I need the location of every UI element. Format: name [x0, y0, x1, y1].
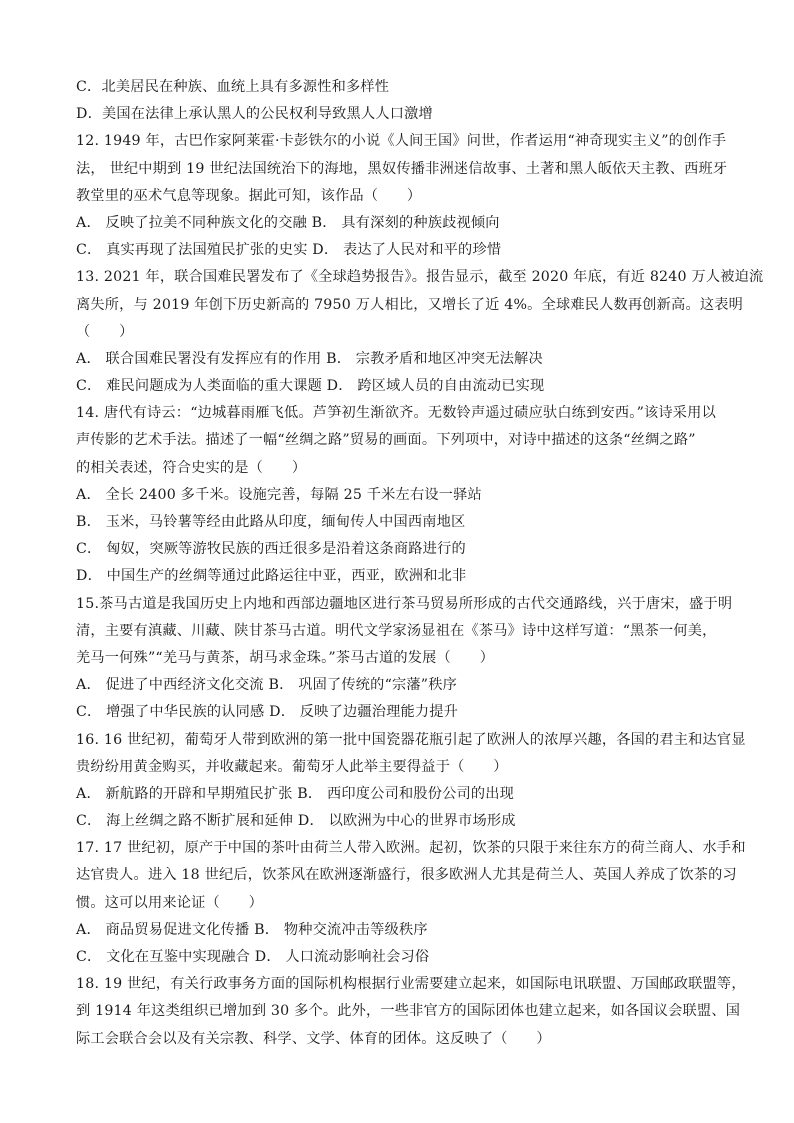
text-line: C． 文化在互鉴中实现融合 D． 人口流动影响社会习俗 [76, 949, 430, 965]
text-line: 17. 17 世纪初，原产于中国的茶叶由荷兰人带入欧洲。起初，饮茶的只限于来往东方的荷兰商人、水手和 [76, 840, 746, 857]
text-line: 惯。这可以用来论证（ ） [76, 894, 264, 911]
text-line: 18. 19 世纪，有关行政事务方面的国际机构根据行业需要建立起来，如国际电讯联盟、万国邮政联盟等， [76, 976, 746, 993]
text-line: D．美国在法律上承认黑人的公民权利导致黑人人口激增 [76, 106, 433, 123]
text-line: A． 新航路的开辟和早期殖民扩张 B． 西印度公司和股份公司的出现 [76, 785, 515, 802]
text-line: 的相关表述，符合史实的是（ ） [76, 459, 307, 476]
text-line: 法， 世纪中期到 19 世纪法国统治下的海地，黑奴传播非洲迷信故事、土著和黑人皈依天主教、西班牙 [76, 160, 728, 177]
text-line: A． 反映了拉美不同种族文化的交融 B． 具有深刻的种族歧视倾向 [76, 214, 500, 231]
text-line: A． 全长 2400 多千米。设施完善，每隔 25 千米左右设一驿站 [76, 486, 482, 503]
text-line: A． 促进了中西经济文化交流 B． 巩固了传统的“宗藩”秩序 [76, 677, 458, 694]
text-line: 教堂里的巫术气息等现象。据此可知，该作品（ ） [76, 187, 422, 204]
text-line: 清，主要有滇藏、川藏、陕甘茶马古道。明代文学家汤显祖在《茶马》诗中这样写道：“黑茶一何美， [76, 622, 717, 639]
text-line: 16. 16 世纪初，葡萄牙人带到欧洲的第一批中国瓷器花瓶引起了欧洲人的浓厚兴趣，各国的君主和达官显 [76, 731, 746, 748]
text-line: 12. 1949 年，古巴作家阿莱霍·卡彭铁尔的小说《人间王国》问世，作者运用“神奇现实主义”的创作手 [76, 133, 727, 150]
text-line: C． 难民问题成为人类面临的重大课题 D． 跨区域人员的自由流动已实现 [76, 378, 545, 395]
text-line: D． 中国生产的丝绸等通过此路运往中亚，西亚，欧洲和北非 [76, 568, 467, 585]
text-line: C． 增强了中华民族的认同感 D． 反映了边疆治理能力提升 [76, 704, 459, 721]
text-line: 贵纷纷用黄金购买，并收藏起来。葡萄牙人此举主要得益于（ ） [76, 758, 508, 775]
text-line: 到 1914 年这类组织已增加到 30 多个。此外，一些非官方的国际团体也建立起来，如各国议会联盟、国 [76, 1003, 741, 1020]
text-line: A． 商品贸易促进文化传播 B． 物种交流冲击等级秩序 [76, 921, 428, 938]
text-line: 13. 2021 年，联合国难民署发布了《全球趋势报告》。报告显示，截至 2020 年底，有近 8240 万人被迫流 [76, 269, 764, 286]
text-line: （ ） [76, 323, 134, 340]
text-line: 14. 唐代有诗云：“边城暮雨雁飞低。芦笋初生渐欲齐。无数铃声遥过碛应驮白练到安西。”该诗采用以 [76, 405, 716, 422]
text-line: A． 联合国难民署没有发挥应有的作用 B． 宗教矛盾和地区冲突无法解决 [76, 350, 543, 367]
text-line: C．北美居民在种族、血统上具有多源性和多样性 [76, 79, 390, 95]
text-line: B． 玉米，马铃薯等经由此路从印度，缅甸传人中国西南地区 [76, 514, 466, 530]
text-line: C． 海上丝绸之路不断扩展和延伸 D． 以欧洲为中心的世界市场形成 [76, 813, 516, 830]
question-text-block [76, 74, 764, 1053]
text-line: 离失所，与 2019 年创下历史新高的 7950 万人相比，又增长了近 4%。全球难民人数再创新高。这表明 [76, 296, 743, 313]
text-line: C． 真实再现了法国殖民扩张的史实 D． 表达了人民对和平的珍惜 [76, 242, 502, 259]
text-line: 声传影的艺术手法。描述了一幅“丝绸之路”贸易的画面。下列项中，对诗中描述的这条“丝绸之路” [76, 432, 696, 449]
text-line: C． 匈奴，突厥等游牧民族的西迁很多是沿着这条商路进行的 [76, 541, 466, 558]
text-line: 际工会联合会以及有关宗教、科学、文学、体育的团体。这反映了（ ） [76, 1030, 551, 1047]
text-line: 达官贵人。进入 18 世纪后，饮茶风在欧洲逐渐盛行，很多欧洲人尤其是荷兰人、英国人养成了饮茶的习 [76, 867, 737, 884]
text-line: 15.茶马古道是我国历史上内地和西部边疆地区进行茶马贸易所形成的古代交通路线，兴于唐宋，盛于明 [76, 595, 733, 612]
text-line: 羌马一何殊”“羌马与黄茶，胡马求金珠。”茶马古道的发展（ ） [76, 649, 495, 666]
